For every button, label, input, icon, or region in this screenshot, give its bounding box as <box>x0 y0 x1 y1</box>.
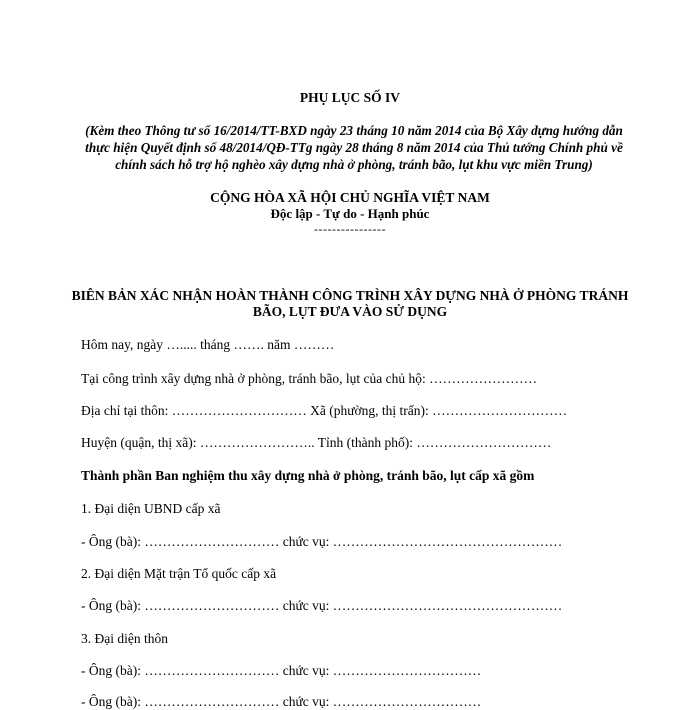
rep1-person-line: - Ông (bà): ………………………… chức vụ: …………………………………………… <box>81 534 563 549</box>
date-line: Hôm nay, ngày …..... tháng ……. năm ……… <box>81 337 335 352</box>
rep1-heading: 1. Đại diện UBND cấp xã <box>81 501 221 516</box>
legal-reference-note: (Kèm theo Thông tư số 16/2014/TT-BXD ngày 23 tháng 10 năm 2014 của Bộ Xây dựng hướng dẫn thực hiện Quyết định số 48/2014/QĐ-TTg ngày 28 tháng 8 năm 2014 của Thủ tướng Chính phủ về chính sách hỗ trợ hộ nghèo xây dựng nhà ở phòng, tránh bão, lụt khu vực miền Trung) <box>85 123 623 172</box>
national-motto: Độc lập - Tự do - Hạnh phúc <box>270 206 430 221</box>
rep3-heading: 3. Đại diện thôn <box>81 631 168 646</box>
header-divider: ---------------- <box>314 222 386 236</box>
rep2-heading: 2. Đại diện Mặt trận Tổ quốc cấp xã <box>81 566 277 581</box>
address-line: Địa chỉ tại thôn: ………………………… Xã (phường, thị trấn): ………………………… <box>81 403 568 418</box>
district-line: Huyện (quận, thị xã): …………………….. Tỉnh (thành phố): ………………………… <box>81 435 552 450</box>
national-title: CỘNG HÒA XÃ HỘI CHỦ NGHĨA VIỆT NAM <box>210 190 490 205</box>
rep2-person-line: - Ông (bà): ………………………… chức vụ: …………………………………………… <box>81 598 563 613</box>
document-title: BIÊN BẢN XÁC NHẬN HOÀN THÀNH CÔNG TRÌNH XÂY DỰNG NHÀ Ở PHÒNG TRÁNH BÃO, LỤT ĐƯA VÀO SỬ DỤNG <box>71 288 629 319</box>
rep4-person-line: - Ông (bà): ………………………… chức vụ: …………………………… <box>81 694 482 709</box>
committee-heading: Thành phần Ban nghiệm thu xây dựng nhà ở phòng, tránh bão, lụt cấp xã gồm <box>81 468 535 483</box>
appendix-title: PHỤ LỤC SỐ IV <box>299 90 401 105</box>
rep3-person-line: - Ông (bà): ………………………… chức vụ: …………………………… <box>81 663 482 678</box>
site-line: Tại công trình xây dựng nhà ở phòng, tránh bão, lụt của chủ hộ: …………………… <box>81 371 538 386</box>
